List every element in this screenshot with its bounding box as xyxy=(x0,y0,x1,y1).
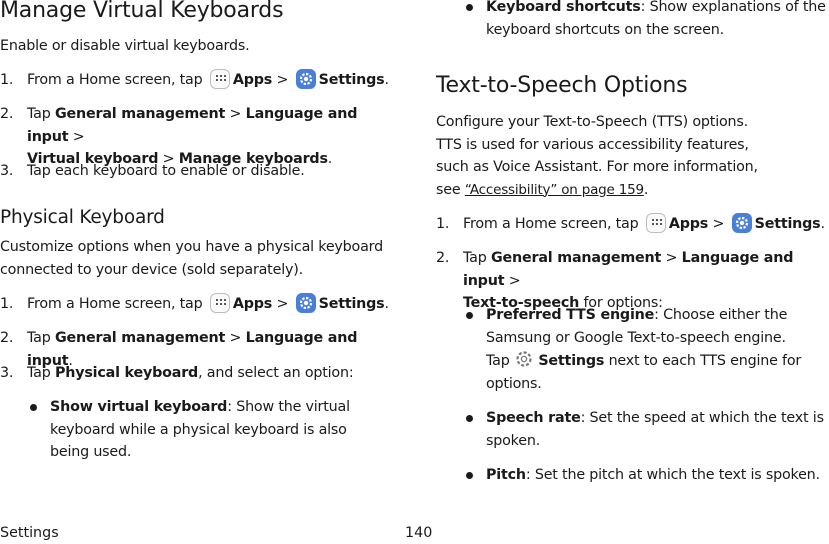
apps-grid-icon xyxy=(646,213,666,233)
tts-intro: Configure your Text-to-Speech (TTS) options. TTS is used for various accessibility features, such as Voice Assistant. For more information, see “Accessibility” on page 159. xyxy=(436,114,758,198)
bullet-dot xyxy=(30,404,37,411)
footer-section-name: Settings xyxy=(0,525,59,541)
footer-page-number: 140 xyxy=(405,525,433,541)
settings-gear-icon xyxy=(732,213,752,233)
bullet-dot xyxy=(466,312,473,319)
settings-gear-icon xyxy=(296,293,316,313)
apps-grid-icon xyxy=(210,293,230,313)
page-title: Manage Virtual Keyboards xyxy=(0,0,284,23)
intro-text: Enable or disable virtual keyboards. xyxy=(0,38,250,54)
accessibility-link[interactable]: “Accessibility” on page 159 xyxy=(464,181,644,198)
apps-grid-icon xyxy=(210,69,230,89)
bullet-dot xyxy=(466,4,473,11)
section-title-physical-keyboard: Physical Keyboard xyxy=(0,207,165,228)
section-intro: Customize options when you have a physical keyboard connected to your device (sold separately). xyxy=(0,239,383,278)
bullet-dot xyxy=(466,472,473,479)
settings-gear-icon xyxy=(296,69,316,89)
section-title-tts: Text-to-Speech Options xyxy=(436,73,688,98)
settings-gear-icon xyxy=(514,349,534,369)
bullet-dot xyxy=(466,415,473,422)
